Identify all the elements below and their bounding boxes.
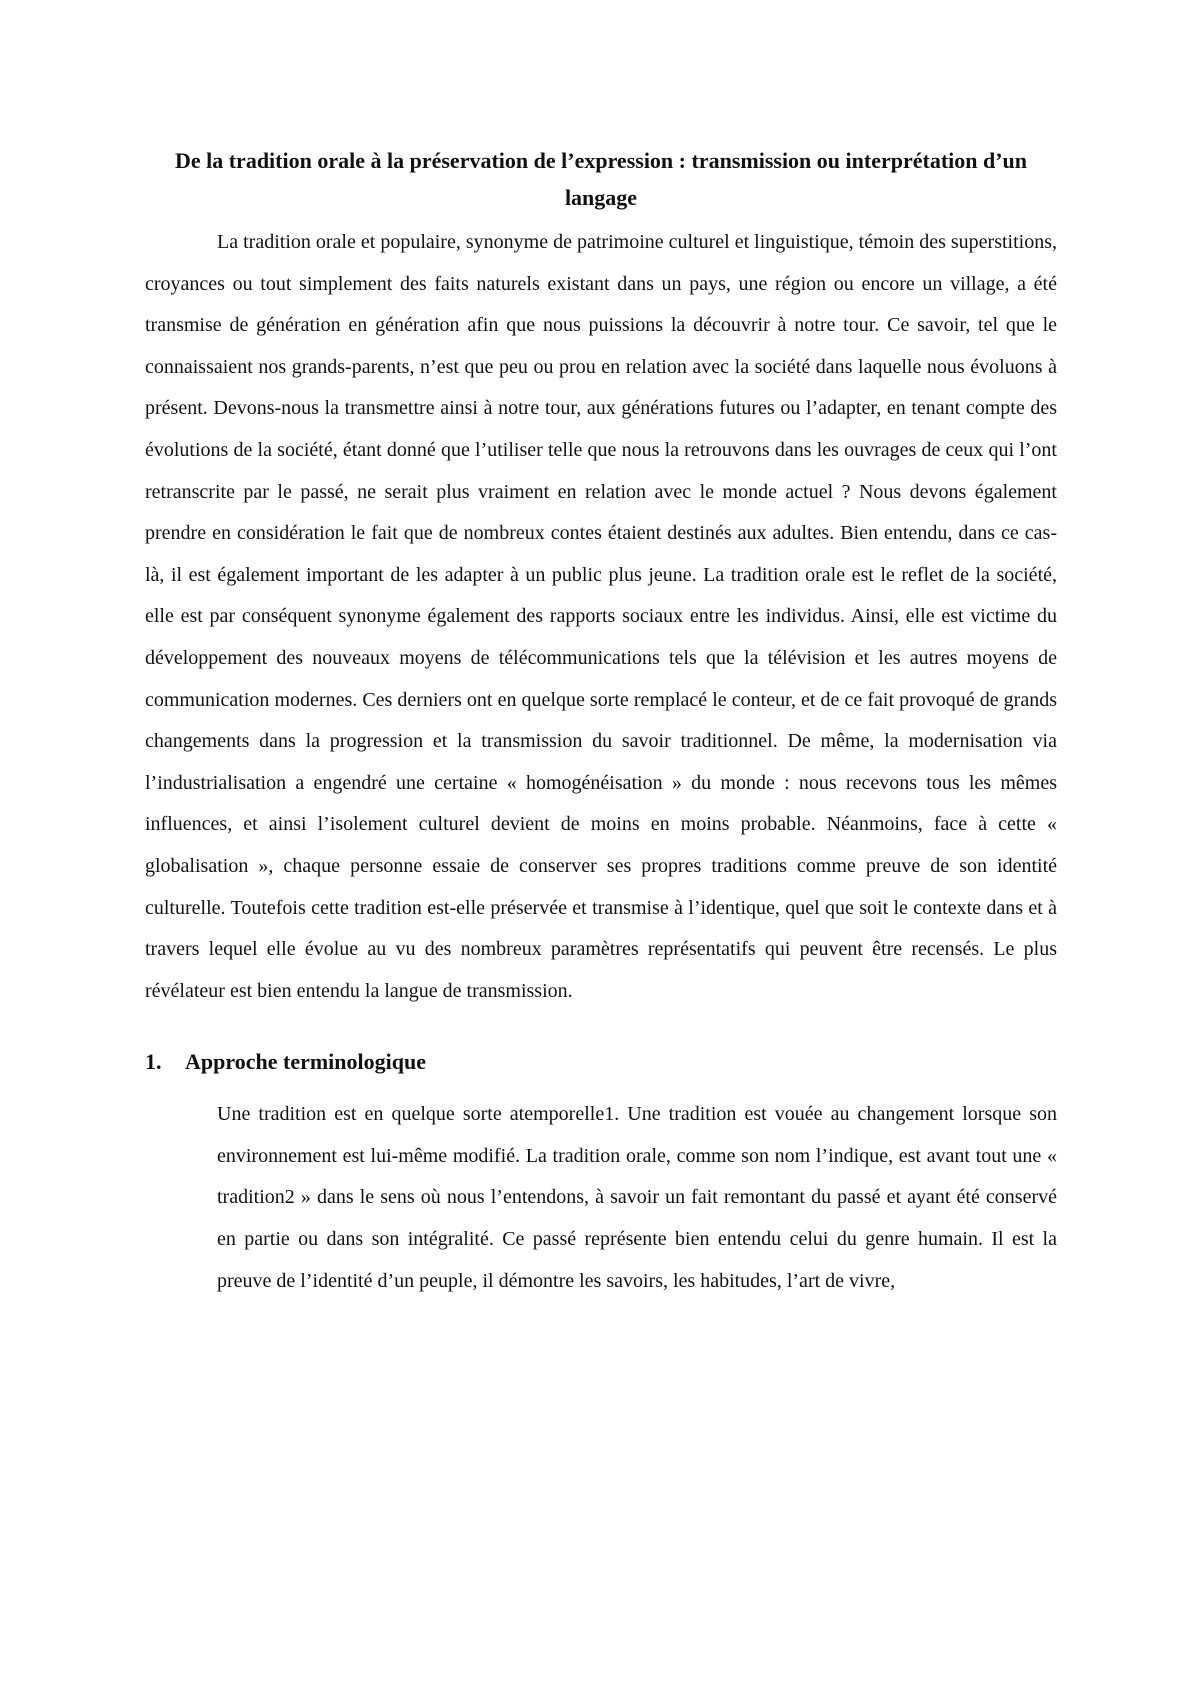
document-body [145, 142, 1057, 1302]
intro-paragraph: La tradition orale et populaire, synonyme de patrimoine culturel et linguistique, témoin des superstitions, croyances ou tout simplement des faits naturels existant dans un pays, une région ou encore un village, a été transmise de génération en génération afin que nous puissions la découvrir à notre tour. Ce savoir, tel que le connaissaient nos grands-parents, n’est que peu ou prou en relation avec la société dans laquelle nous évoluons à présent. Devons-nous la transmettre ainsi à notre tour, aux générations futures ou l’adapter, en tenant compte des évolutions de la société, étant donné que l’utiliser telle que nous la retrouvons dans les ouvrages de ceux qui l’ont retranscrite par le passé, ne serait plus vraiment en relation avec le monde actuel ? Nous devons également prendre en considération le fait que de nombreux contes étaient destinés aux adultes. Bien entendu, dans ce cas-là, il est également important de les adapter à un public plus jeune. La tradition orale est le reflet de la société, elle est par conséquent synonyme également des rapports sociaux entre les individus. Ainsi, elle est victime du développement des nouveaux moyens de télécommunications tels que la télévision et les autres moyens de communication modernes. Ces derniers ont en quelque sorte remplacé le conteur, et de ce fait provoqué de grands changements dans la progression et la transmission du savoir traditionnel. De même, la modernisation via l’industrialisation a engendré une certaine « homogénéisation » du monde : nous recevons tous les mêmes influences, et ainsi l’isolement culturel devient de moins en moins probable. Néanmoins, face à cette « globalisation », chaque personne essaie de conserver ses propres traditions comme preuve de son identité culturelle. Toutefois cette tradition est-elle préservée et transmise à l’identique, quel que soit le contexte dans et à travers lequel elle évolue au vu des nombreux paramètres représentatifs qui peuvent être recensés. Le plus révélateur est bien entendu la langue de transmission. [145, 231, 1057, 1002]
document-title: De la tradition orale à la préservation de l’expression : transmission ou interprétation d’un langage [174, 148, 1028, 210]
section-number: 1. [145, 1049, 162, 1075]
section-paragraph: Une tradition est en quelque sorte atemporelle1. Une tradition est vouée au changement lorsque son environnement est lui-même modifié. La tradition orale, comme son nom l’indique, est avant tout une « tradition2 » dans le sens où nous l’entendons, à savoir un fait remontant du passé et ayant été conservé en partie ou dans son intégralité. Ce passé représente bien entendu celui du genre humain. Il est la preuve de l’identité d’un peuple, il démontre les savoirs, les habitudes, l’art de vivre, [217, 1103, 1057, 1292]
section-heading [145, 1042, 1057, 1082]
section-title: Approche terminologique [185, 1049, 426, 1075]
